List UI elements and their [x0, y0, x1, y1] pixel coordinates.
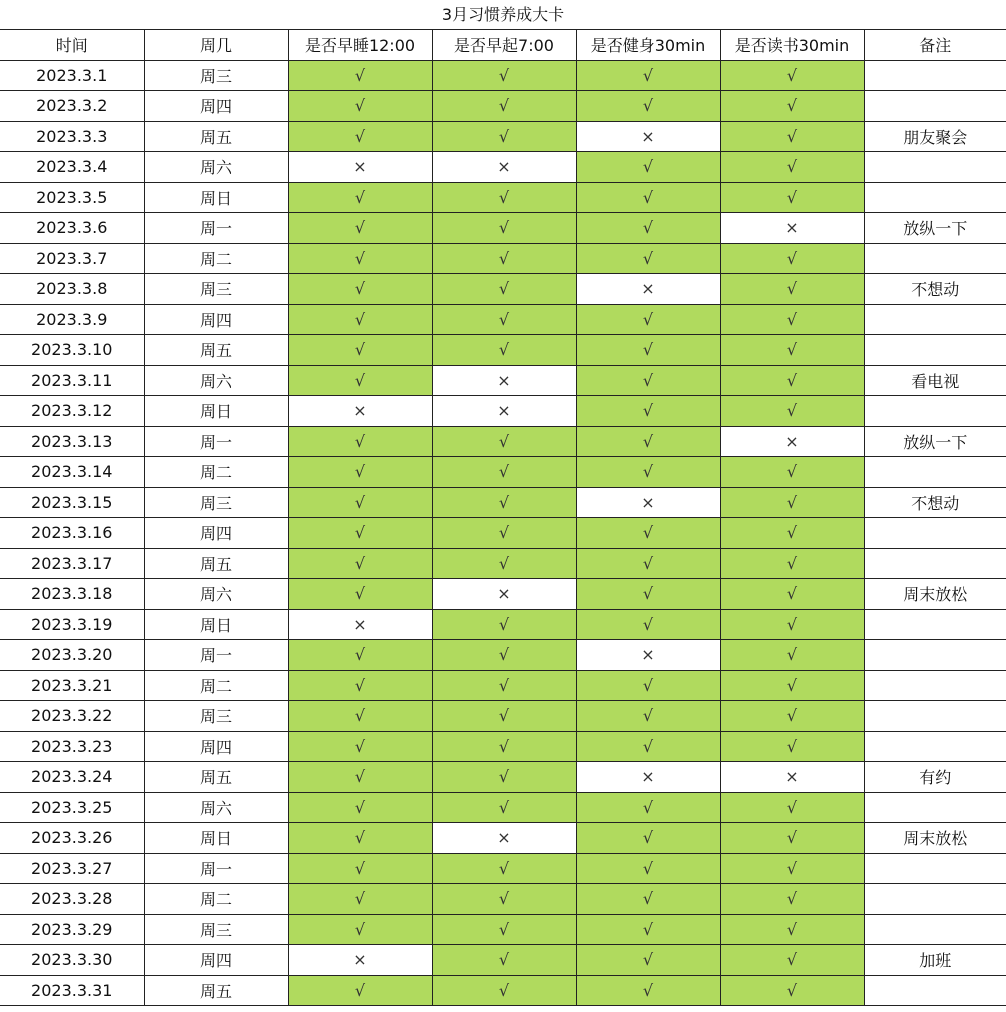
- gym-status-cell[interactable]: √: [576, 731, 720, 762]
- weekday-cell[interactable]: 周二: [144, 457, 288, 488]
- weekday-cell[interactable]: 周三: [144, 274, 288, 305]
- weekday-cell[interactable]: 周四: [144, 731, 288, 762]
- gym-status-cell[interactable]: √: [576, 213, 720, 244]
- note-cell[interactable]: [864, 243, 1006, 274]
- read-status-cell[interactable]: √: [720, 823, 864, 854]
- date-cell[interactable]: 2023.3.14: [0, 457, 144, 488]
- date-cell[interactable]: 2023.3.28: [0, 884, 144, 915]
- note-cell[interactable]: [864, 914, 1006, 945]
- date-cell[interactable]: 2023.3.27: [0, 853, 144, 884]
- read-status-cell[interactable]: √: [720, 884, 864, 915]
- read-status-cell[interactable]: √: [720, 457, 864, 488]
- read-status-cell[interactable]: √: [720, 487, 864, 518]
- header-date[interactable]: 时间: [0, 30, 144, 60]
- date-cell[interactable]: 2023.3.18: [0, 579, 144, 610]
- header-weekday[interactable]: 周几: [144, 30, 288, 60]
- table-row: [0, 914, 1006, 945]
- table-row: [0, 640, 1006, 671]
- wake-status-cell[interactable]: √: [432, 304, 576, 335]
- note-cell[interactable]: [864, 91, 1006, 122]
- date-cell[interactable]: 2023.3.13: [0, 426, 144, 457]
- header-wake[interactable]: 是否早起7:00: [432, 30, 576, 60]
- sleep-status-cell[interactable]: √: [288, 701, 432, 732]
- wake-status-cell[interactable]: √: [432, 60, 576, 91]
- gym-status-cell[interactable]: √: [576, 60, 720, 91]
- gym-status-cell[interactable]: √: [576, 182, 720, 213]
- note-cell[interactable]: [864, 640, 1006, 671]
- wake-status-cell[interactable]: √: [432, 457, 576, 488]
- wake-status-cell[interactable]: ×: [432, 579, 576, 610]
- read-status-cell[interactable]: √: [720, 335, 864, 366]
- note-cell[interactable]: [864, 731, 1006, 762]
- table-row: [0, 396, 1006, 427]
- read-status-cell[interactable]: √: [720, 640, 864, 671]
- wake-status-cell[interactable]: √: [432, 731, 576, 762]
- read-status-cell[interactable]: √: [720, 701, 864, 732]
- sleep-status-cell[interactable]: √: [288, 457, 432, 488]
- gym-status-cell[interactable]: √: [576, 853, 720, 884]
- table-row: [0, 365, 1006, 396]
- table-row: [0, 975, 1006, 1006]
- gym-status-cell[interactable]: √: [576, 823, 720, 854]
- weekday-cell[interactable]: 周六: [144, 579, 288, 610]
- read-status-cell[interactable]: √: [720, 91, 864, 122]
- note-cell[interactable]: 放纵一下: [864, 426, 1006, 457]
- weekday-cell[interactable]: 周二: [144, 243, 288, 274]
- read-status-cell[interactable]: √: [720, 731, 864, 762]
- table-row: [0, 731, 1006, 762]
- read-status-cell[interactable]: √: [720, 396, 864, 427]
- date-cell[interactable]: 2023.3.30: [0, 945, 144, 976]
- table-row: [0, 670, 1006, 701]
- sleep-status-cell[interactable]: √: [288, 579, 432, 610]
- wake-status-cell[interactable]: √: [432, 609, 576, 640]
- gym-status-cell[interactable]: √: [576, 792, 720, 823]
- note-cell[interactable]: [864, 152, 1006, 183]
- weekday-cell[interactable]: 周日: [144, 609, 288, 640]
- sleep-status-cell[interactable]: ×: [288, 945, 432, 976]
- date-cell[interactable]: 2023.3.12: [0, 396, 144, 427]
- date-cell[interactable]: 2023.3.24: [0, 762, 144, 793]
- wake-status-cell[interactable]: √: [432, 670, 576, 701]
- sleep-status-cell[interactable]: √: [288, 762, 432, 793]
- gym-status-cell[interactable]: √: [576, 945, 720, 976]
- sleep-status-cell[interactable]: √: [288, 365, 432, 396]
- read-status-cell[interactable]: √: [720, 670, 864, 701]
- wake-status-cell[interactable]: √: [432, 213, 576, 244]
- sleep-status-cell[interactable]: ×: [288, 396, 432, 427]
- weekday-cell[interactable]: 周二: [144, 884, 288, 915]
- wake-status-cell[interactable]: √: [432, 121, 576, 152]
- date-cell[interactable]: 2023.3.31: [0, 975, 144, 1006]
- sleep-status-cell[interactable]: √: [288, 640, 432, 671]
- date-cell[interactable]: 2023.3.17: [0, 548, 144, 579]
- read-status-cell[interactable]: √: [720, 243, 864, 274]
- wake-status-cell[interactable]: ×: [432, 396, 576, 427]
- weekday-cell[interactable]: 周五: [144, 548, 288, 579]
- date-cell[interactable]: 2023.3.3: [0, 121, 144, 152]
- table-row: [0, 243, 1006, 274]
- sleep-status-cell[interactable]: √: [288, 487, 432, 518]
- gym-status-cell[interactable]: √: [576, 457, 720, 488]
- wake-status-cell[interactable]: ×: [432, 823, 576, 854]
- gym-status-cell[interactable]: √: [576, 426, 720, 457]
- sleep-status-cell[interactable]: √: [288, 731, 432, 762]
- sleep-status-cell[interactable]: √: [288, 884, 432, 915]
- sleep-status-cell[interactable]: ×: [288, 609, 432, 640]
- sleep-status-cell[interactable]: √: [288, 518, 432, 549]
- wake-status-cell[interactable]: ×: [432, 365, 576, 396]
- note-cell[interactable]: 有约: [864, 762, 1006, 793]
- note-cell[interactable]: [864, 609, 1006, 640]
- date-cell[interactable]: 2023.3.9: [0, 304, 144, 335]
- date-cell[interactable]: 2023.3.5: [0, 182, 144, 213]
- read-status-cell[interactable]: √: [720, 182, 864, 213]
- weekday-cell[interactable]: 周四: [144, 945, 288, 976]
- wake-status-cell[interactable]: √: [432, 91, 576, 122]
- note-cell[interactable]: [864, 884, 1006, 915]
- gym-status-cell[interactable]: √: [576, 579, 720, 610]
- note-cell[interactable]: [864, 670, 1006, 701]
- wake-status-cell[interactable]: √: [432, 884, 576, 915]
- read-status-cell[interactable]: √: [720, 975, 864, 1006]
- read-status-cell[interactable]: √: [720, 609, 864, 640]
- sleep-status-cell[interactable]: √: [288, 60, 432, 91]
- weekday-cell[interactable]: 周二: [144, 670, 288, 701]
- date-cell[interactable]: 2023.3.2: [0, 91, 144, 122]
- table-row: [0, 945, 1006, 976]
- table-row: [0, 426, 1006, 457]
- gym-status-cell[interactable]: √: [576, 701, 720, 732]
- table-row: [0, 853, 1006, 884]
- gym-status-cell[interactable]: √: [576, 548, 720, 579]
- wake-status-cell[interactable]: √: [432, 487, 576, 518]
- weekday-cell[interactable]: 周六: [144, 365, 288, 396]
- gym-status-cell[interactable]: √: [576, 609, 720, 640]
- sleep-status-cell[interactable]: √: [288, 335, 432, 366]
- wake-status-cell[interactable]: √: [432, 762, 576, 793]
- weekday-cell[interactable]: 周六: [144, 792, 288, 823]
- table-row: [0, 762, 1006, 793]
- read-status-cell[interactable]: ×: [720, 213, 864, 244]
- note-cell[interactable]: [864, 304, 1006, 335]
- weekday-cell[interactable]: 周四: [144, 518, 288, 549]
- weekday-cell[interactable]: 周三: [144, 60, 288, 91]
- sleep-status-cell[interactable]: √: [288, 304, 432, 335]
- gym-status-cell[interactable]: √: [576, 365, 720, 396]
- gym-status-cell[interactable]: √: [576, 884, 720, 915]
- weekday-cell[interactable]: 周三: [144, 487, 288, 518]
- table-row: [0, 91, 1006, 122]
- weekday-cell[interactable]: 周三: [144, 701, 288, 732]
- note-cell[interactable]: [864, 396, 1006, 427]
- read-status-cell[interactable]: √: [720, 365, 864, 396]
- note-cell[interactable]: 周末放松: [864, 579, 1006, 610]
- note-cell[interactable]: 加班: [864, 945, 1006, 976]
- gym-status-cell[interactable]: ×: [576, 487, 720, 518]
- weekday-cell[interactable]: 周日: [144, 182, 288, 213]
- table-body: [0, 60, 1006, 1006]
- note-cell[interactable]: 看电视: [864, 365, 1006, 396]
- date-cell[interactable]: 2023.3.26: [0, 823, 144, 854]
- habit-table: [0, 30, 1006, 1006]
- note-cell[interactable]: [864, 792, 1006, 823]
- weekday-cell[interactable]: 周五: [144, 121, 288, 152]
- weekday-cell[interactable]: 周三: [144, 914, 288, 945]
- wake-status-cell[interactable]: √: [432, 274, 576, 305]
- weekday-cell[interactable]: 周日: [144, 823, 288, 854]
- wake-status-cell[interactable]: √: [432, 975, 576, 1006]
- wake-status-cell[interactable]: √: [432, 640, 576, 671]
- date-cell[interactable]: 2023.3.29: [0, 914, 144, 945]
- sleep-status-cell[interactable]: √: [288, 182, 432, 213]
- weekday-cell[interactable]: 周一: [144, 213, 288, 244]
- date-cell[interactable]: 2023.3.20: [0, 640, 144, 671]
- date-cell[interactable]: 2023.3.19: [0, 609, 144, 640]
- header-row: [0, 30, 1006, 60]
- sleep-status-cell[interactable]: √: [288, 853, 432, 884]
- wake-status-cell[interactable]: √: [432, 853, 576, 884]
- gym-status-cell[interactable]: ×: [576, 640, 720, 671]
- gym-status-cell[interactable]: √: [576, 243, 720, 274]
- date-cell[interactable]: 2023.3.25: [0, 792, 144, 823]
- gym-status-cell[interactable]: √: [576, 304, 720, 335]
- wake-status-cell[interactable]: √: [432, 701, 576, 732]
- weekday-cell[interactable]: 周五: [144, 335, 288, 366]
- header-sleep[interactable]: 是否早睡12:00: [288, 30, 432, 60]
- table-row: [0, 274, 1006, 305]
- wake-status-cell[interactable]: √: [432, 243, 576, 274]
- note-cell[interactable]: 周末放松: [864, 823, 1006, 854]
- note-cell[interactable]: [864, 60, 1006, 91]
- read-status-cell[interactable]: ×: [720, 762, 864, 793]
- weekday-cell[interactable]: 周四: [144, 304, 288, 335]
- note-cell[interactable]: [864, 457, 1006, 488]
- note-cell[interactable]: 放纵一下: [864, 213, 1006, 244]
- date-cell[interactable]: 2023.3.11: [0, 365, 144, 396]
- wake-status-cell[interactable]: √: [432, 182, 576, 213]
- weekday-cell[interactable]: 周五: [144, 762, 288, 793]
- read-status-cell[interactable]: √: [720, 518, 864, 549]
- sleep-status-cell[interactable]: ×: [288, 152, 432, 183]
- read-status-cell[interactable]: √: [720, 548, 864, 579]
- sleep-status-cell[interactable]: √: [288, 975, 432, 1006]
- date-cell[interactable]: 2023.3.22: [0, 701, 144, 732]
- header-read[interactable]: 是否读书30min: [720, 30, 864, 60]
- date-cell[interactable]: 2023.3.10: [0, 335, 144, 366]
- table-row: [0, 579, 1006, 610]
- table-row: [0, 792, 1006, 823]
- table-row: [0, 60, 1006, 91]
- sleep-status-cell[interactable]: √: [288, 792, 432, 823]
- weekday-cell[interactable]: 周四: [144, 91, 288, 122]
- read-status-cell[interactable]: √: [720, 945, 864, 976]
- weekday-cell[interactable]: 周日: [144, 396, 288, 427]
- note-cell[interactable]: 朋友聚会: [864, 121, 1006, 152]
- date-cell[interactable]: 2023.3.6: [0, 213, 144, 244]
- note-cell[interactable]: [864, 335, 1006, 366]
- sleep-status-cell[interactable]: √: [288, 213, 432, 244]
- table-row: [0, 518, 1006, 549]
- table-row: [0, 457, 1006, 488]
- gym-status-cell[interactable]: √: [576, 975, 720, 1006]
- sleep-status-cell[interactable]: √: [288, 548, 432, 579]
- date-cell[interactable]: 2023.3.16: [0, 518, 144, 549]
- gym-status-cell[interactable]: √: [576, 914, 720, 945]
- wake-status-cell[interactable]: √: [432, 518, 576, 549]
- note-cell[interactable]: [864, 853, 1006, 884]
- wake-status-cell[interactable]: √: [432, 548, 576, 579]
- wake-status-cell[interactable]: ×: [432, 152, 576, 183]
- table-row: [0, 701, 1006, 732]
- wake-status-cell[interactable]: √: [432, 792, 576, 823]
- weekday-cell[interactable]: 周六: [144, 152, 288, 183]
- sleep-status-cell[interactable]: √: [288, 914, 432, 945]
- table-row: [0, 884, 1006, 915]
- read-status-cell[interactable]: √: [720, 304, 864, 335]
- date-cell[interactable]: 2023.3.23: [0, 731, 144, 762]
- read-status-cell[interactable]: √: [720, 274, 864, 305]
- table-row: [0, 213, 1006, 244]
- header-gym[interactable]: 是否健身30min: [576, 30, 720, 60]
- weekday-cell[interactable]: 周一: [144, 426, 288, 457]
- weekday-cell[interactable]: 周五: [144, 975, 288, 1006]
- wake-status-cell[interactable]: √: [432, 335, 576, 366]
- gym-status-cell[interactable]: √: [576, 152, 720, 183]
- read-status-cell[interactable]: √: [720, 60, 864, 91]
- read-status-cell[interactable]: √: [720, 853, 864, 884]
- note-cell[interactable]: [864, 182, 1006, 213]
- table-row: [0, 304, 1006, 335]
- table-row: [0, 548, 1006, 579]
- header-note[interactable]: 备注: [864, 30, 1006, 60]
- gym-status-cell[interactable]: √: [576, 670, 720, 701]
- read-status-cell[interactable]: √: [720, 152, 864, 183]
- sleep-status-cell[interactable]: √: [288, 426, 432, 457]
- table-row: [0, 152, 1006, 183]
- gym-status-cell[interactable]: ×: [576, 274, 720, 305]
- read-status-cell[interactable]: √: [720, 914, 864, 945]
- note-cell[interactable]: [864, 548, 1006, 579]
- sleep-status-cell[interactable]: √: [288, 823, 432, 854]
- date-cell[interactable]: 2023.3.8: [0, 274, 144, 305]
- note-cell[interactable]: [864, 518, 1006, 549]
- gym-status-cell[interactable]: √: [576, 91, 720, 122]
- gym-status-cell[interactable]: √: [576, 518, 720, 549]
- sleep-status-cell[interactable]: √: [288, 243, 432, 274]
- gym-status-cell[interactable]: √: [576, 335, 720, 366]
- date-cell[interactable]: 2023.3.7: [0, 243, 144, 274]
- table-row: [0, 335, 1006, 366]
- date-cell[interactable]: 2023.3.15: [0, 487, 144, 518]
- note-cell[interactable]: [864, 701, 1006, 732]
- note-cell[interactable]: [864, 975, 1006, 1006]
- gym-status-cell[interactable]: ×: [576, 762, 720, 793]
- date-cell[interactable]: 2023.3.1: [0, 60, 144, 91]
- wake-status-cell[interactable]: √: [432, 945, 576, 976]
- gym-status-cell[interactable]: √: [576, 396, 720, 427]
- table-row: [0, 487, 1006, 518]
- weekday-cell[interactable]: 周一: [144, 640, 288, 671]
- gym-status-cell[interactable]: ×: [576, 121, 720, 152]
- table-row: [0, 823, 1006, 854]
- weekday-cell[interactable]: 周一: [144, 853, 288, 884]
- sheet-title: 3月习惯养成大卡: [0, 0, 1006, 30]
- sleep-status-cell[interactable]: √: [288, 670, 432, 701]
- read-status-cell[interactable]: √: [720, 792, 864, 823]
- read-status-cell[interactable]: √: [720, 579, 864, 610]
- table-row: [0, 121, 1006, 152]
- sleep-status-cell[interactable]: √: [288, 121, 432, 152]
- date-cell[interactable]: 2023.3.21: [0, 670, 144, 701]
- date-cell[interactable]: 2023.3.4: [0, 152, 144, 183]
- note-cell[interactable]: 不想动: [864, 274, 1006, 305]
- note-cell[interactable]: 不想动: [864, 487, 1006, 518]
- sleep-status-cell[interactable]: √: [288, 274, 432, 305]
- wake-status-cell[interactable]: √: [432, 426, 576, 457]
- read-status-cell[interactable]: √: [720, 121, 864, 152]
- sleep-status-cell[interactable]: √: [288, 91, 432, 122]
- read-status-cell[interactable]: ×: [720, 426, 864, 457]
- table-row: [0, 182, 1006, 213]
- wake-status-cell[interactable]: √: [432, 914, 576, 945]
- table-row: [0, 609, 1006, 640]
